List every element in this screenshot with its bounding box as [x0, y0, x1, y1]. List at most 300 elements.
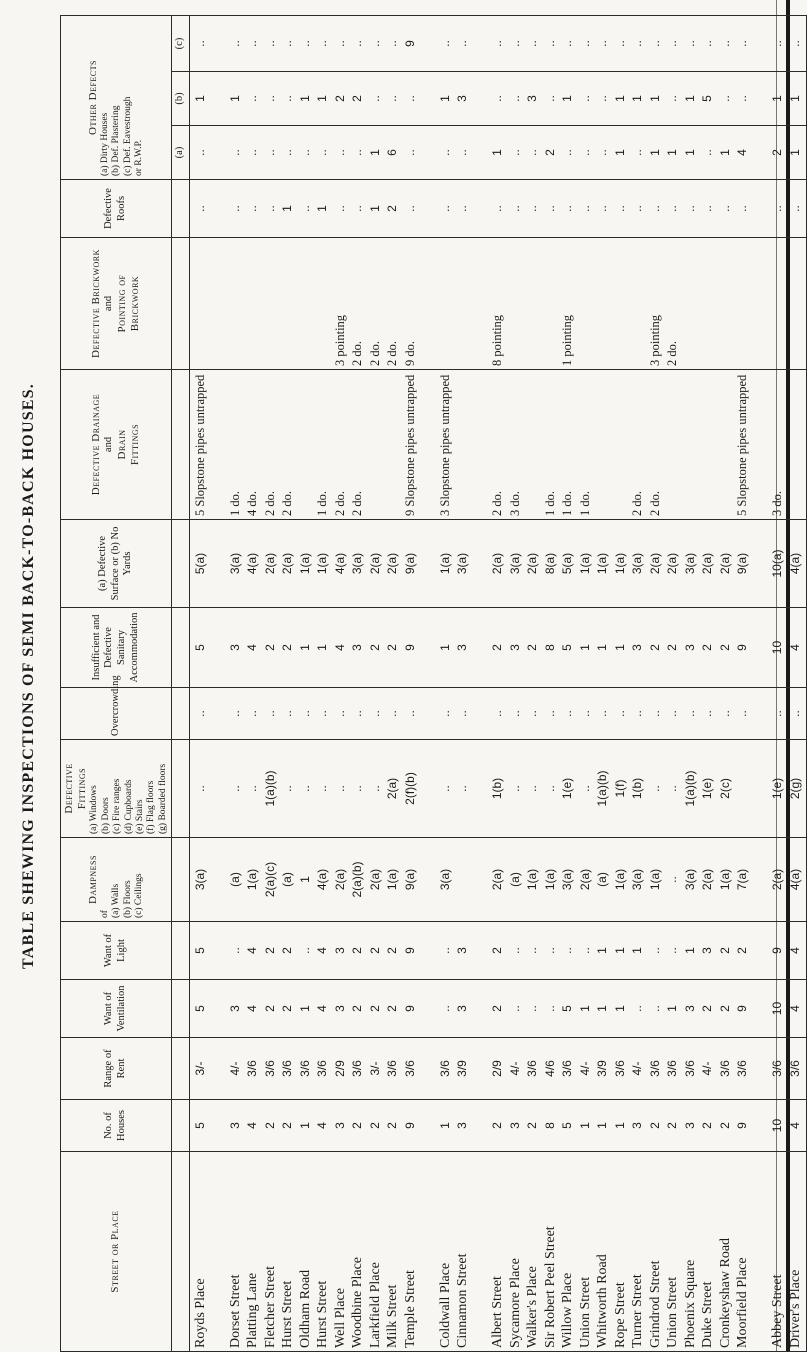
cell-value: 3: [350, 644, 365, 651]
cell-value: ..: [227, 947, 242, 954]
cell-value: ..: [350, 149, 365, 156]
cell-value: ..: [682, 40, 697, 47]
column-defective-roofs: [189, 180, 807, 238]
cell-value: ..: [630, 40, 645, 47]
cell-value: 1: [612, 95, 627, 102]
cell-value: [209, 925, 227, 976]
cell-value: 3(a): [630, 552, 645, 575]
sub-blank: [172, 1100, 190, 1152]
cell-value: 1(a): [315, 552, 330, 575]
cell-value: [472, 611, 490, 684]
header-defective-fittings: Defective Fittings (a) Windows (b) Doors (c) Fire ranges (d) Cupboards (e) Stairs (f) Flag floors (g) Boarded floors: [61, 740, 172, 838]
cell-value: [717, 241, 735, 366]
cell-value: ..: [647, 710, 662, 717]
cell-value: 5: [560, 644, 575, 651]
cell-value: 3: [332, 1122, 347, 1129]
cell-value: [682, 373, 700, 516]
cell-value: 2/9: [490, 1060, 505, 1077]
cell-value: 2: [700, 644, 715, 651]
cell-value: ..: [402, 205, 417, 212]
cell-value: 1(a): [577, 552, 592, 575]
column-defective-fittings: [189, 740, 807, 838]
cell-value: ..: [507, 710, 522, 717]
rotated-table: [60, 16, 803, 1352]
cell-value: ..: [717, 205, 732, 212]
cell-value: ..: [577, 947, 592, 954]
cell-value: 3: [682, 1005, 697, 1012]
street-name: Grindrod Street: [647, 1260, 663, 1348]
cell-value: [419, 75, 437, 122]
cell-value: [472, 925, 490, 976]
cell-value: ..: [507, 1005, 522, 1012]
cell-value: ..: [630, 149, 645, 156]
column-rent: [189, 1038, 807, 1100]
cell-value: ..: [490, 205, 505, 212]
column-want-ventilation: [189, 980, 807, 1038]
cell-value: ..: [560, 710, 575, 717]
street-name: [752, 1155, 770, 1348]
sub-blank: [172, 922, 190, 980]
cell-value: ..: [367, 710, 382, 717]
cell-value: 1: [612, 644, 627, 651]
sub-blank: [172, 238, 190, 370]
cell-value: ..: [665, 876, 680, 883]
street-name: [419, 1155, 437, 1348]
cell-value: 3/-: [367, 1061, 382, 1076]
cell-value: ..: [700, 40, 715, 47]
cell-value: [209, 19, 227, 68]
cell-value: 1: [315, 205, 330, 212]
cell-value: 3: [455, 1005, 470, 1012]
cell-value: 1: [297, 876, 312, 883]
cell-value: [612, 241, 630, 366]
cell-value: 2: [262, 1005, 277, 1012]
cell-value: 3: [455, 644, 470, 651]
cell-value: 2: [385, 1122, 400, 1129]
cell-value: 3/6: [350, 1060, 365, 1077]
cell-value: ..: [630, 710, 645, 717]
cell-value: ..: [525, 710, 540, 717]
cell-value: ..: [385, 95, 400, 102]
header-dampness: Dampness of (a) Walls (b) Floors (c) Ceilings: [61, 838, 172, 922]
cell-value: 3/6: [770, 1060, 785, 1077]
cell-value: 2/9: [332, 1060, 347, 1077]
cell-value: [734, 241, 752, 366]
cell-value: ..: [577, 40, 592, 47]
cell-value: 1: [612, 1122, 627, 1129]
cell-value: 3/9: [595, 1060, 610, 1077]
cell-value: 2(a): [367, 552, 382, 575]
rotated-table-viewport: [60, 16, 803, 1352]
cell-value: [419, 611, 437, 684]
cell-value: [752, 925, 770, 976]
cell-value: 10(a): [770, 549, 785, 578]
cell-value: ..: [280, 710, 295, 717]
cell-value: 1: [490, 149, 505, 156]
cell-value: ..: [577, 149, 592, 156]
cell-value: ..: [227, 710, 242, 717]
cell-value: 2: [385, 644, 400, 651]
cell-value: 3(a): [507, 552, 522, 575]
cell-value: 1: [717, 149, 732, 156]
cell-value: [209, 183, 227, 234]
cell-value: 2(a): [647, 552, 662, 575]
sub-blank-street: [172, 1152, 190, 1352]
cell-value: 3: [455, 95, 470, 102]
cell-value: [787, 241, 805, 366]
cell-value: 5 Slopstone pipes untrapped: [735, 374, 750, 516]
street-name: Albert Street: [490, 1276, 506, 1348]
cell-value: [472, 1041, 490, 1096]
cell-value: 9: [770, 947, 785, 954]
cell-value: [419, 1041, 437, 1096]
cell-value: 2: [280, 947, 295, 954]
cell-value: 3: [630, 644, 645, 651]
cell-value: 2(a)(b): [350, 861, 365, 898]
cell-value: 4/-: [700, 1061, 715, 1076]
cell-value: 2 do.: [385, 341, 400, 366]
cell-value: 2: [735, 947, 750, 954]
cell-value: 3/6: [735, 1060, 750, 1077]
cell-value: 1: [437, 1122, 452, 1129]
street-name: Moorfield Place: [735, 1257, 751, 1348]
cell-value: 3(a): [192, 868, 207, 891]
cell-value: 2: [700, 1122, 715, 1129]
cell-value: ..: [525, 1005, 540, 1012]
cell-value: ..: [280, 95, 295, 102]
cell-value: ..: [437, 1005, 452, 1012]
cell-value: 2: [525, 644, 540, 651]
cell-value: 3/6: [665, 1060, 680, 1077]
sub-blank: [172, 608, 190, 688]
cell-value: 1(e): [700, 777, 715, 800]
cell-value: [419, 183, 437, 234]
street-name: Fletcher Street: [262, 1265, 278, 1348]
street-name: Turner Street: [630, 1274, 646, 1348]
header-brickwork: Defective Brickwork and Pointing of Brickwork: [61, 238, 172, 370]
cell-value: ..: [455, 785, 470, 792]
cell-value: [419, 1103, 437, 1148]
cell-value: ..: [700, 710, 715, 717]
cell-value: ..: [630, 1005, 645, 1012]
cell-value: 9(a): [735, 552, 750, 575]
column-other-b: [189, 72, 807, 126]
sub-blank: [172, 370, 190, 520]
cell-value: ..: [612, 205, 627, 212]
cell-value: [664, 373, 682, 516]
cell-value: 1: [682, 95, 697, 102]
cell-value: 2 do.: [332, 491, 347, 516]
cell-value: [472, 19, 490, 68]
cell-value: ..: [367, 785, 382, 792]
cell-value: 1: [612, 947, 627, 954]
cell-value: 1(e): [560, 777, 575, 800]
cell-value: ..: [735, 710, 750, 717]
column-sanitary: [189, 608, 807, 688]
cell-value: 2: [490, 1005, 505, 1012]
cell-value: 4: [315, 1005, 330, 1012]
cell-value: [209, 743, 227, 834]
cell-value: ..: [297, 785, 312, 792]
cell-value: [209, 691, 227, 736]
cell-value: 1: [595, 644, 610, 651]
cell-value: 9(a): [402, 868, 417, 891]
cell-value: 3/-: [192, 1061, 207, 1076]
cell-value: 9: [402, 947, 417, 954]
cell-value: 4: [332, 644, 347, 651]
column-drainage: [189, 370, 807, 520]
cell-value: 4: [735, 149, 750, 156]
cell-value: ..: [700, 205, 715, 212]
cell-value: ..: [227, 785, 242, 792]
cell-value: 9: [402, 40, 417, 47]
street-name: Cronkeyshaw Road: [717, 1237, 733, 1348]
cell-value: 5: [192, 947, 207, 954]
cell-value: [472, 129, 490, 176]
sub-blank: [172, 980, 190, 1038]
cell-value: 3 do.: [507, 491, 522, 516]
cell-value: 1: [595, 1005, 610, 1012]
cell-value: ..: [332, 149, 347, 156]
cell-value: [542, 241, 560, 366]
cell-value: ..: [595, 710, 610, 717]
street-name: Larkfield Place: [367, 1262, 383, 1348]
cell-value: ..: [192, 149, 207, 156]
cell-value: 5(a): [192, 552, 207, 575]
cell-value: 2(a): [280, 552, 295, 575]
cell-value: [472, 183, 490, 234]
cell-value: ..: [245, 95, 260, 102]
cell-value: 4: [787, 947, 802, 954]
cell-value: ..: [577, 95, 592, 102]
cell-value: 4: [245, 947, 260, 954]
cell-value: [384, 373, 402, 516]
cell-value: 1: [682, 947, 697, 954]
cell-value: 3: [682, 1122, 697, 1129]
cell-value: ..: [507, 785, 522, 792]
cell-value: ..: [192, 205, 207, 212]
cell-value: 3(a): [682, 868, 697, 891]
cell-value: ..: [787, 205, 802, 212]
header-want-ventilation: Want of Ventilation: [61, 980, 172, 1038]
cell-value: 2(a): [332, 868, 347, 891]
cell-value: 2(a): [385, 777, 400, 800]
cell-value: 3: [525, 95, 540, 102]
cell-value: 4(a): [787, 868, 802, 891]
cell-value: 2 do.: [367, 341, 382, 366]
cell-value: ..: [437, 947, 452, 954]
cell-value: 2: [665, 644, 680, 651]
cell-value: ..: [700, 149, 715, 156]
cell-value: 5: [700, 95, 715, 102]
cell-value: 3: [682, 644, 697, 651]
cell-value: 4: [245, 1005, 260, 1012]
cell-value: 2: [770, 149, 785, 156]
cell-value: 2(g): [787, 777, 802, 800]
header-want-light: Want of Light: [61, 922, 172, 980]
cell-value: 1(a): [647, 868, 662, 891]
cell-value: 9: [402, 644, 417, 651]
cell-value: 2 do.: [280, 491, 295, 516]
cell-value: 2: [385, 947, 400, 954]
cell-value: ..: [665, 95, 680, 102]
cell-value: [752, 983, 770, 1034]
cell-value: 1: [297, 95, 312, 102]
cell-value: 1(f): [612, 779, 627, 798]
cell-value: 9 Slopstone pipes untrapped: [402, 374, 417, 516]
cell-value: ..: [332, 205, 347, 212]
column-overcrowding: [189, 688, 807, 740]
cell-value: 2: [367, 644, 382, 651]
cell-value: [209, 841, 227, 918]
cell-value: 1(b): [490, 777, 505, 800]
cell-value: 9 do.: [402, 341, 417, 366]
street-name: Platting Lane: [245, 1272, 261, 1348]
cell-value: ..: [332, 40, 347, 47]
cell-value: 4/-: [507, 1061, 522, 1076]
cell-value: ..: [315, 785, 330, 792]
cell-value: 1: [787, 95, 802, 102]
cell-value: ..: [595, 205, 610, 212]
cell-value: ..: [560, 149, 575, 156]
cell-value: 3 pointing: [647, 314, 662, 366]
street-name: Duke Street: [700, 1281, 716, 1348]
cell-value: 2: [717, 644, 732, 651]
cell-value: ..: [332, 710, 347, 717]
header-row: [61, 15, 172, 1351]
cell-value: 5: [560, 1122, 575, 1129]
cell-value: 1(a): [297, 552, 312, 575]
cell-value: [594, 241, 612, 366]
cell-value: 1: [665, 149, 680, 156]
cell-value: 2: [280, 1005, 295, 1012]
cell-value: 4/-: [227, 1061, 242, 1076]
cell-value: ..: [630, 205, 645, 212]
cell-value: ..: [245, 40, 260, 47]
cell-value: 3/6: [262, 1060, 277, 1077]
header-no-houses: No. of Houses: [61, 1100, 172, 1152]
cell-value: [297, 373, 315, 516]
cell-value: 1: [595, 947, 610, 954]
cell-value: 1 do.: [577, 491, 592, 516]
cell-value: 3: [227, 1005, 242, 1012]
other-defects-col-c: (c): [172, 15, 190, 71]
cell-value: 2(a): [700, 868, 715, 891]
street-name: Milk Street: [385, 1284, 401, 1348]
cell-value: ..: [192, 785, 207, 792]
cell-value: [752, 19, 770, 68]
cell-value: [209, 523, 227, 604]
cell-value: ..: [787, 710, 802, 717]
cell-value: [192, 241, 210, 366]
cell-value: ..: [542, 785, 557, 792]
cell-value: 2(a)(c): [262, 861, 277, 898]
cell-value: [419, 841, 437, 918]
cell-value: (a): [280, 872, 295, 887]
street-name: Union Street: [665, 1276, 681, 1348]
cell-value: ..: [332, 785, 347, 792]
column-no-houses: [189, 1100, 807, 1152]
street-name: Sir Robert Peel Street: [542, 1226, 558, 1348]
cell-value: ..: [227, 40, 242, 47]
cell-value: 2: [367, 947, 382, 954]
cell-value: 2(a): [665, 552, 680, 575]
cell-value: ..: [297, 947, 312, 954]
cell-value: [752, 1041, 770, 1096]
street-name: Coldwall Place: [437, 1262, 453, 1348]
cell-value: ..: [735, 95, 750, 102]
cell-value: ..: [402, 149, 417, 156]
cell-value: ..: [315, 710, 330, 717]
cell-value: ..: [647, 205, 662, 212]
cell-value: ..: [542, 205, 557, 212]
cell-value: 3: [507, 644, 522, 651]
cell-value: 3 Slopstone pipes untrapped: [437, 374, 452, 516]
cell-value: 3 pointing: [332, 314, 347, 366]
cell-value: 1: [787, 149, 802, 156]
cell-value: [419, 129, 437, 176]
cell-value: ..: [437, 205, 452, 212]
cell-value: ..: [402, 95, 417, 102]
cell-value: ..: [385, 40, 400, 47]
cell-value: 1(a): [245, 868, 260, 891]
cell-value: 4(a): [315, 868, 330, 891]
cell-value: 1(a): [437, 552, 452, 575]
cell-value: 1(a)(b): [262, 770, 277, 807]
cell-value: ..: [280, 40, 295, 47]
cell-value: 2(a): [700, 552, 715, 575]
cell-value: 2(a): [385, 552, 400, 575]
cell-value: 1(a): [525, 868, 540, 891]
cell-value: [209, 373, 227, 516]
cell-value: [454, 373, 472, 516]
cell-value: ..: [297, 40, 312, 47]
cell-value: [314, 241, 332, 366]
cell-value: 8: [542, 644, 557, 651]
cell-value: ..: [402, 710, 417, 717]
cell-value: ..: [647, 1005, 662, 1012]
cell-value: 1: [297, 644, 312, 651]
cell-value: ..: [262, 40, 277, 47]
cell-value: ..: [262, 205, 277, 212]
cell-value: ..: [507, 947, 522, 954]
cell-value: 2: [350, 1005, 365, 1012]
cell-value: [472, 743, 490, 834]
cell-value: [419, 983, 437, 1034]
cell-value: 3/6: [385, 1060, 400, 1077]
cell-value: 2: [490, 644, 505, 651]
cell-value: ..: [595, 40, 610, 47]
cell-value: 3/6: [787, 1060, 802, 1077]
cell-value: ..: [350, 205, 365, 212]
cell-value: ..: [665, 710, 680, 717]
cell-value: [752, 241, 770, 366]
column-dampness: [189, 838, 807, 922]
cell-value: 3/6: [682, 1060, 697, 1077]
cell-value: ..: [507, 149, 522, 156]
cell-value: 1(a)(b): [595, 770, 610, 807]
cell-value: 1: [612, 1005, 627, 1012]
cell-value: [279, 241, 297, 366]
cell-value: 3(a): [630, 868, 645, 891]
cell-value: 3/6: [560, 1060, 575, 1077]
cell-value: ..: [350, 40, 365, 47]
cell-value: 2 do.: [630, 491, 645, 516]
other-defects-col-a: (a): [172, 126, 190, 180]
street-name: Temple Street: [402, 1270, 418, 1348]
cell-value: 8 pointing: [490, 314, 505, 366]
header-range-rent: Range of Rent: [61, 1038, 172, 1100]
